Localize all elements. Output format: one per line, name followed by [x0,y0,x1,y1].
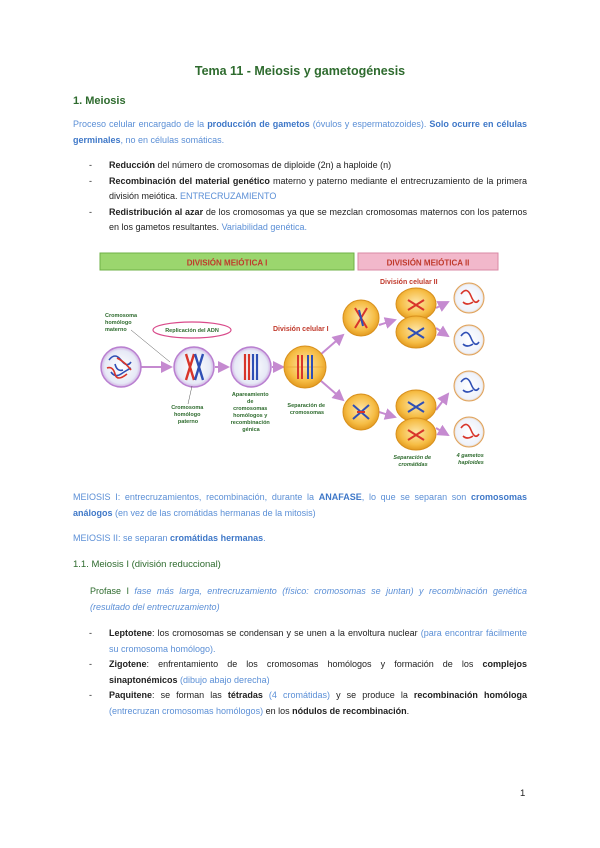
arrow [379,320,395,325]
list-item: - Redistribución al azar de los cromosomas ya que se mezclan cromosomas maternos con los paternos en los gametos resultantes. Variabilidad genética. [89,206,527,232]
arrow [436,428,448,435]
list-item: - Zigotene: enfrentamiento de los cromosomas homólogos y formación de los complejos sinaptonémicos (dibujo abajo derecha) [89,659,527,685]
gamete [454,283,484,313]
leader-line [188,386,192,404]
label-haploid-gametes: 4 gametos haploides [456,453,484,466]
prophase-stages-list [73,626,527,719]
meiosis-2-paragraph: MEIOSIS II: se separan cromátidas hermanas. [73,533,266,543]
meiosis-diagram [95,250,505,472]
arrow [320,380,343,400]
gamete [454,325,484,355]
section-heading-meiosis-1: 1.1. Meiosis I (división reduccional) [73,559,221,570]
arrow [436,394,448,410]
banner-1-label: DIVISIÓN MEIÓTICA I [186,258,268,268]
page-title: Tema 11 - Meiosis y gametogénesis [194,64,406,78]
profase-paragraph: Profase I fase más larga, entrecruzamiento (físico: cromosomas se juntan) y recombinación genética (resultado del entrecruzamiento) [90,586,527,612]
nucleus-cell [174,347,214,387]
arrow [436,302,448,308]
list-item: - Reducción del número de cromosomas de diploide (2n) a haploide (n) [89,160,392,170]
section-heading-meiosis: 1. Meiosis [73,95,126,107]
gamete [454,417,484,447]
page-number: 1 [520,788,526,799]
label-chromatid-separation: Separación de cromátidas [393,455,432,468]
label-pairing-recombination: Apareamiento de cromosomas homólogos y recombinación génica [230,392,270,433]
arrow [320,335,343,355]
label-dna-replication: Replicación del ADN [165,328,219,334]
label-maternal-homolog: Cromosoma homólogo materno [105,313,138,333]
list-item: - Leptotene: los cromosomas se condensan y se unen a la envoltura nuclear (para encontrar fácilmente su cromosoma homólogo). [89,628,527,654]
gamete [454,371,484,401]
label-paternal-homolog: Cromosoma homólogo paterno [171,405,204,425]
label-chromosome-separation: Separación de cromosomas [287,403,326,416]
nucleus-cell [231,347,271,387]
list-item: - Paquitene: se forman las tétradas (4 cromátidas) y se produce la recombinación homóloga (entrecruzan cromosomas homólogos) en los nódulos de recombinación. [89,690,527,716]
label-division-2: División celular II [380,279,438,286]
meiosis-1-paragraph: MEIOSIS I: entrecruzamientos, recombinación, durante la ANAFASE, lo que se separan son cromosomas análogos (en vez de las cromátidas hermanas de la mitosis) [73,492,527,518]
arrow [436,328,448,336]
nucleus-cell [101,347,141,387]
banner-2-label: DIVISIÓN MEIÓTICA II [386,258,470,268]
intro-paragraph: Proceso celular encargado de la producción de gametos (óvulos y espermatozoides). Solo ocurre en células germinales, no en células somáticas. [73,119,527,145]
list-item: - Recombinación del material genético materno y paterno mediante el entrecruzamiento de la primera división meiótica. ENTRECRUZAMIENTO [89,175,527,201]
meiosis-features-list [73,158,527,236]
label-division-1: División celular I [273,326,329,333]
arrow [379,412,395,417]
